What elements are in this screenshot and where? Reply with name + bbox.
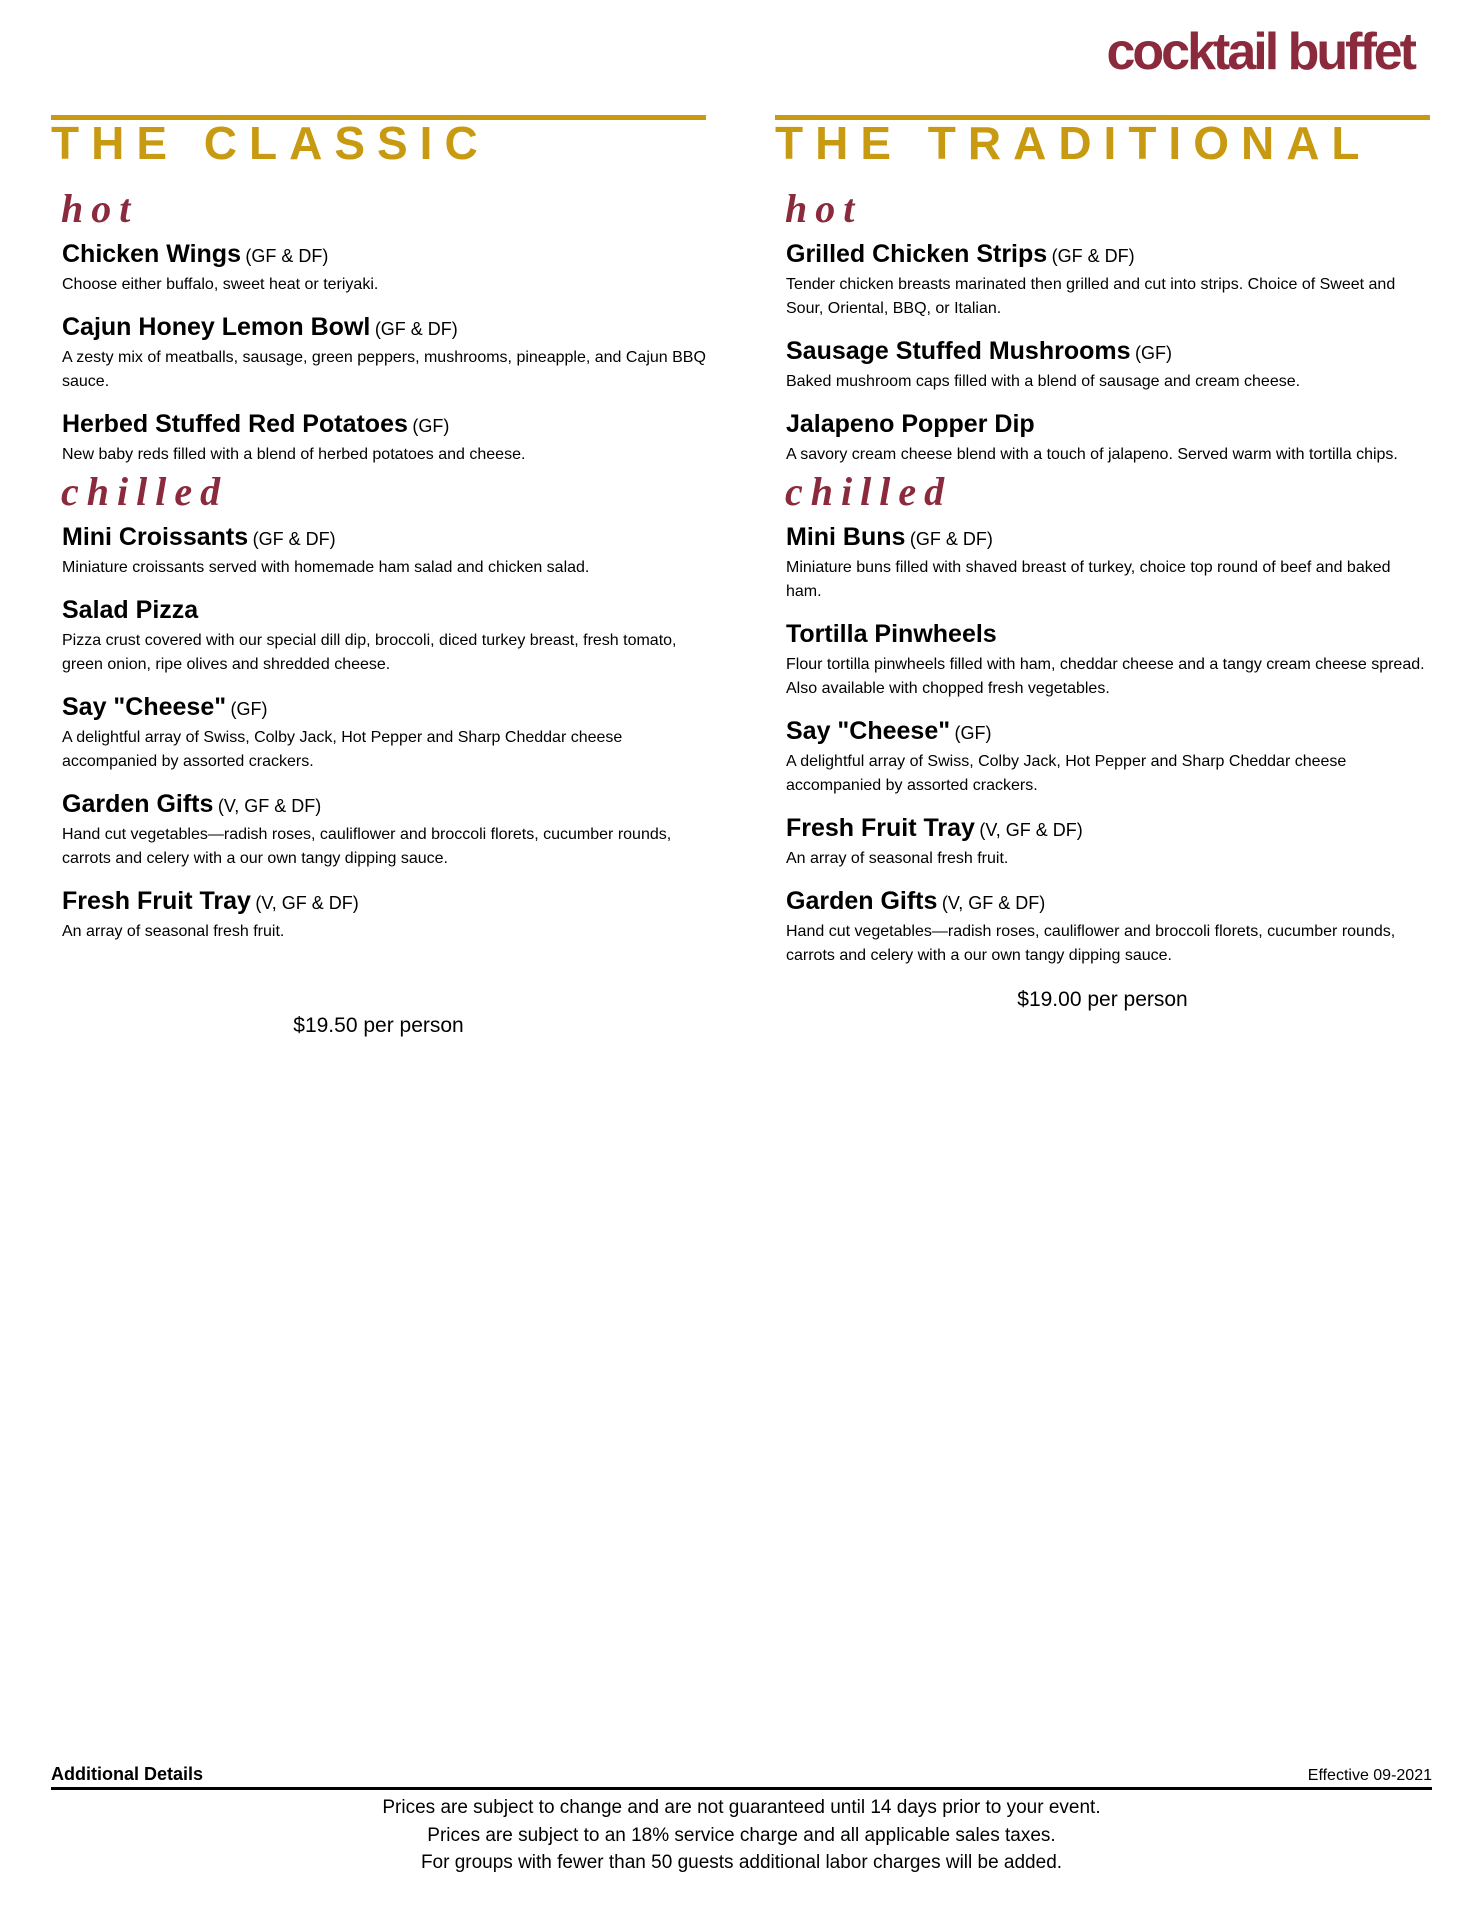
item-description: A zesty mix of meatballs, sausage, green peppers, mushrooms, pineapple, and Cajun BBQ sauce.: [62, 349, 706, 390]
item-name: Mini Buns: [786, 523, 906, 551]
item-description: An array of seasonal fresh fruit.: [786, 850, 1009, 867]
menu-item: [786, 523, 1430, 604]
item-description: An array of seasonal fresh fruit.: [62, 923, 285, 940]
item-name: Herbed Stuffed Red Potatoes: [62, 410, 408, 438]
item-description: Hand cut vegetables—radish roses, cauliflower and broccoli florets, cucumber rounds, carrots and celery with a our own tangy dipping sauce.: [786, 923, 1396, 964]
section-title-chilled: chilled: [785, 469, 953, 514]
menu-item: [786, 814, 1430, 871]
item-diet-tag: (V, GF & DF): [979, 820, 1083, 840]
menu-item-list: [775, 240, 1430, 467]
item-name: Garden Gifts: [62, 790, 214, 818]
item-name: Salad Pizza: [62, 596, 199, 624]
item-description: Miniature croissants served with homemade ham salad and chicken salad.: [62, 559, 590, 576]
menu-item-list: [775, 523, 1430, 968]
menu-item: [62, 313, 706, 394]
footer-notes: [51, 1794, 1432, 1877]
item-diet-tag: (GF & DF): [245, 246, 329, 266]
item-diet-tag: (GF): [1134, 343, 1172, 363]
menu-item-list: [51, 240, 706, 467]
item-description: A savory cream cheese blend with a touch of jalapeno. Served warm with tortilla chips.: [786, 446, 1398, 463]
footer-note: Prices are subject to change and are not guaranteed until 14 days prior to your event.: [382, 1797, 1101, 1818]
item-description: New baby reds filled with a blend of herbed potatoes and cheese.: [62, 446, 526, 463]
item-description: Hand cut vegetables—radish roses, cauliflower and broccoli florets, cucumber rounds, carrots and celery with a our own tangy dipping sauce.: [62, 826, 672, 867]
footer-note: For groups with fewer than 50 guests additional labor charges will be added.: [420, 1852, 1063, 1874]
item-description: Flour tortilla pinwheels filled with ham, cheddar cheese and a tangy cream cheese spread. Also available with chopped fresh vegetables.: [786, 656, 1425, 697]
menu-item: [786, 240, 1430, 321]
item-name: Sausage Stuffed Mushrooms: [786, 337, 1131, 365]
menu-item: [786, 410, 1430, 467]
column-title: THE CLASSIC: [51, 115, 706, 166]
classic-menu-column: [51, 115, 706, 1038]
item-name: Tortilla Pinwheels: [786, 620, 997, 648]
item-name: Fresh Fruit Tray: [786, 814, 975, 842]
item-diet-tag: (GF & DF): [252, 529, 336, 549]
menu-item-list: [51, 523, 706, 944]
traditional-menu-column: [775, 115, 1430, 1012]
item-name: Say "Cheese": [786, 717, 951, 745]
item-diet-tag: (GF & DF): [374, 319, 458, 339]
section-title-chilled: chilled: [61, 469, 229, 514]
item-diet-tag: (GF): [412, 416, 450, 436]
menu-item: [62, 410, 706, 467]
item-name: Cajun Honey Lemon Bowl: [62, 313, 371, 341]
item-description: A delightful array of Swiss, Colby Jack, Hot Pepper and Sharp Cheddar cheese accompanied by assorted crackers.: [786, 753, 1347, 794]
menu-item: [62, 240, 706, 297]
item-description: Choose either buffalo, sweet heat or teriyaki.: [62, 276, 379, 293]
item-name: Say "Cheese": [62, 693, 227, 721]
footer: [51, 1764, 1432, 1877]
item-diet-tag: (V, GF & DF): [941, 893, 1046, 913]
menu-item: [62, 790, 706, 871]
section-title-hot: hot: [61, 186, 139, 231]
menu-item: [62, 523, 706, 580]
menu-item: [786, 620, 1430, 701]
menu-item: [62, 596, 706, 677]
item-diet-tag: (GF & DF): [1051, 246, 1135, 266]
item-name: Mini Croissants: [62, 523, 249, 551]
item-diet-tag: (GF): [230, 699, 268, 719]
footer-note: Prices are subject to an 18% service charge and all applicable sales taxes.: [427, 1824, 1056, 1846]
item-diet-tag: (GF): [954, 723, 992, 743]
section-title-hot: hot: [785, 186, 863, 231]
item-name: Fresh Fruit Tray: [62, 887, 251, 915]
column-title: THE TRADITIONAL: [775, 115, 1430, 166]
item-description: Tender chicken breasts marinated then grilled and cut into strips. Choice of Sweet and Sour, Oriental, BBQ, or Italian.: [786, 276, 1396, 317]
footer-header: [51, 1764, 1432, 1790]
item-description: Miniature buns filled with shaved breast of turkey, choice top round of beef and baked ham.: [786, 559, 1391, 600]
item-name: Grilled Chicken Strips: [786, 240, 1048, 268]
item-diet-tag: (V, GF & DF): [255, 893, 359, 913]
item-diet-tag: (V, GF & DF): [217, 796, 322, 816]
price-per-person: $19.00 per person: [1017, 988, 1188, 1011]
price-per-person: $19.50 per person: [293, 1014, 464, 1037]
item-name: Garden Gifts: [786, 887, 938, 915]
item-name: Jalapeno Popper Dip: [786, 410, 1035, 438]
menu-item: [786, 887, 1430, 968]
brand-title: cocktail buffet: [1106, 23, 1414, 81]
item-description: A delightful array of Swiss, Colby Jack, Hot Pepper and Sharp Cheddar cheese accompanied by assorted crackers.: [62, 729, 623, 770]
item-diet-tag: (GF & DF): [909, 529, 993, 549]
additional-details-label: Additional Details: [51, 1764, 204, 1784]
item-name: Chicken Wings: [62, 240, 241, 268]
menu-item: [62, 693, 706, 774]
effective-date: Effective 09-2021: [1307, 1767, 1432, 1784]
menu-item: [786, 717, 1430, 798]
item-description: Pizza crust covered with our special dill dip, broccoli, diced turkey breast, fresh tomato, green onion, ripe olives and shredded cheese.: [62, 632, 677, 673]
menu-item: [786, 337, 1430, 394]
item-description: Baked mushroom caps filled with a blend of sausage and cream cheese.: [786, 373, 1301, 390]
menu-item: [62, 887, 706, 944]
